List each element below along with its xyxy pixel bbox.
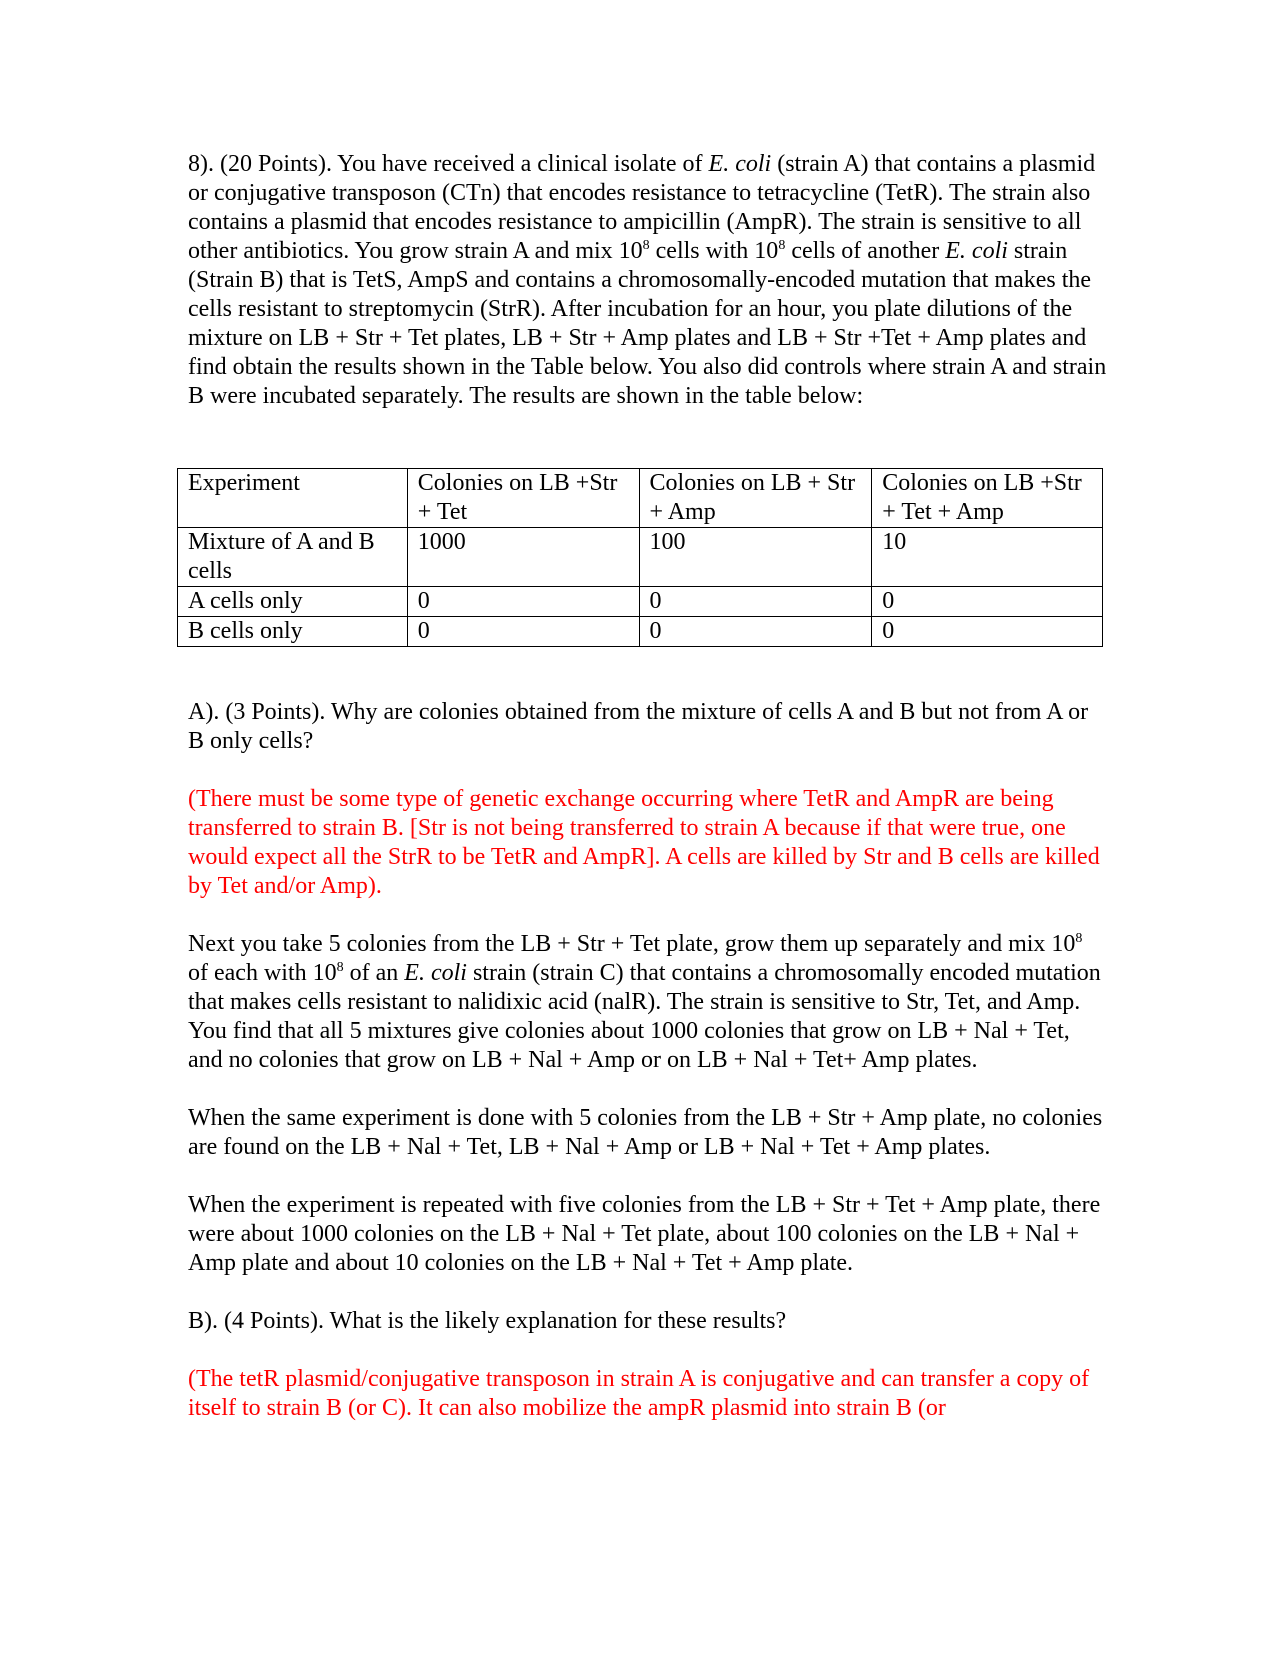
- table-cell: B cells only: [178, 617, 408, 647]
- question-b: B). (4 Points). What is the likely explanation for these results?: [188, 1308, 787, 1334]
- table-cell: 0: [872, 587, 1103, 617]
- table-cell: Mixture of A and B cells: [178, 528, 408, 587]
- table-cell: A cells only: [178, 587, 408, 617]
- table-cell: 0: [407, 617, 639, 647]
- table-cell: 10: [872, 528, 1103, 587]
- table-row: [178, 528, 1103, 587]
- table-cell: 1000: [407, 528, 639, 587]
- header-cell: Colonies on LB +Str + Tet + Amp: [872, 469, 1103, 528]
- answer-a: (There must be some type of genetic exchange occurring where TetR and AmpR are being transferred to strain B. [Str is not being transferred to strain A because if that were true, one would expect all the StrR to be TetR and AmpR]. A cells are killed by Str and B cells are killed by Tet and/or Amp).: [188, 786, 1100, 899]
- header-cell: Colonies on LB +Str + Tet: [407, 469, 639, 528]
- answer-b: (The tetR plasmid/conjugative transposon in strain A is conjugative and can transfer a copy of itself to strain B (or C). It can also mobilize the ampR plasmid into strain B (or: [188, 1366, 1090, 1421]
- question-8: [188, 150, 1108, 411]
- table-header-row: [178, 469, 1103, 528]
- amp-experiment-paragraph: When the same experiment is done with 5 colonies from the LB + Str + Amp plate, no colonies are found on the LB + Nal + Tet, LB + Nal + Amp or LB + Nal + Tet + Amp plates.: [188, 1105, 1103, 1160]
- table-row: [178, 587, 1103, 617]
- tet-amp-experiment-paragraph: When the experiment is repeated with five colonies from the LB + Str + Tet + Amp plate, there were about 1000 colonies on the LB + Nal + Tet plate, about 100 colonies on the LB + Nal + Amp plate and about 10 colonies on the LB + Nal + Tet + Amp plate.: [188, 1192, 1101, 1276]
- intro-paragraph: 8). (20 Points). You have received a clinical isolate of E. coli (strain A) that contains a plasmid or conjugative transposon (CTn) that encodes resistance to tetracycline (TetR). The strain also contains a plasmid that encodes resistance to ampicillin (AmpR). The strain is sensitive to all other antibiotics. You grow strain A and mix $10^8$ cells with $10^8$ cells of another E. coli strain (Strain B) that is TetS, AmpS and contains a chromosomally-encoded mutation that makes the cells resistant to streptomycin (StrR). After incubation for an hour, you plate dilutions of the mixture on LB + Str + Tet plates, LB + Str + Amp plates and LB + Str +Tet + Amp plates and find obtain the results shown in the Table below. You also did controls where strain A and strain B were incubated separately. The results are shown in the table below:: [188, 151, 1107, 409]
- header-cell: Experiment: [178, 469, 408, 528]
- table-cell: 0: [872, 617, 1103, 647]
- organism-name: E. coli: [945, 238, 1008, 264]
- results-table: [177, 468, 1103, 647]
- table-cell: 0: [639, 587, 872, 617]
- table-cell: 0: [407, 587, 639, 617]
- header-cell: Colonies on LB + Str + Amp: [639, 469, 872, 528]
- organism-name: E. coli: [708, 151, 772, 177]
- table-cell: 0: [639, 617, 872, 647]
- table-cell: 100: [639, 528, 872, 587]
- next-experiment-paragraph: Next you take 5 colonies from the LB + Str + Tet plate, grow them up separately and mix $10^8$ of each with $10^8$ of an E. coli strain (strain C) that contains a chromosomally encoded mutation that makes cells resistant to nalidixic acid (nalR). The strain is sensitive to Str, Tet, and Amp. You find that all 5 mixtures give colonies about 1000 colonies that grow on LB + Nal + Tet, and no colonies that grow on LB + Nal + Amp or on LB + Nal + Tet+ Amp plates.: [188, 931, 1101, 1073]
- organism-name: E. coli: [404, 960, 467, 986]
- question-a: A). (3 Points). Why are colonies obtained from the mixture of cells A and B but not from A or B only cells?: [188, 699, 1089, 754]
- question-parts: [188, 698, 1108, 1423]
- table-row: [178, 617, 1103, 647]
